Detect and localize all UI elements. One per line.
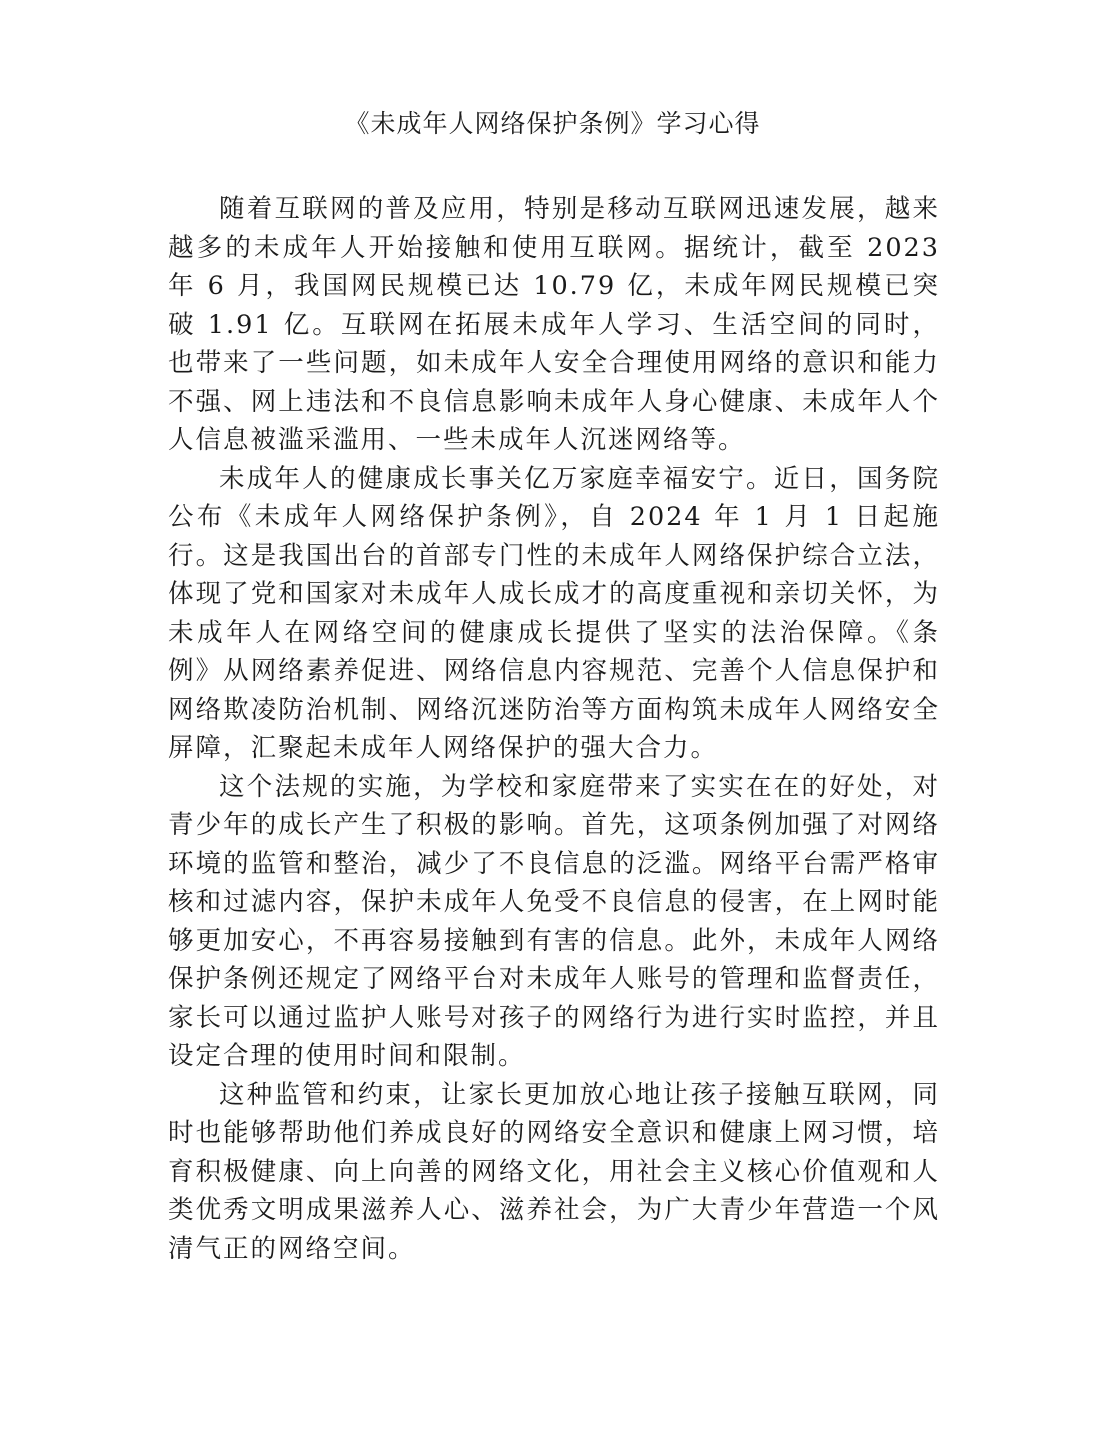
document-body [168, 190, 940, 1268]
document-title: 《未成年人网络保护条例》学习心得 [344, 109, 761, 138]
paragraph-2: 未成年人的健康成长事关亿万家庭幸福安宁。近日，国务院公布《未成年人网络保护条例》，自 2024 年 1 月 1 日起施行。这是我国出台的首部专门性的未成年人网络保护综合立法，体现了党和国家对未成年人成长成才的高度重视和亲切关怀，为未成年人在网络空间的健康成长提供了坚实的法治保障。《条例》从网络素养促进、网络信息内容规范、完善个人信息保护和网络欺凌防治机制、网络沉迷防治等方面构筑未成年人网络安全屏障，汇聚起未成年人网络保护的强大合力。 [168, 463, 940, 763]
paragraph-3: 这个法规的实施，为学校和家庭带来了实实在在的好处，对青少年的成长产生了积极的影响。首先，这项条例加强了对网络环境的监管和整治，减少了不良信息的泛滥。网络平台需严格审核和过滤内容，保护未成年人免受不良信息的侵害，在上网时能够更加安心，不再容易接触到有害的信息。此外，未成年人网络保护条例还规定了网络平台对未成年人账号的管理和监督责任，家长可以通过监护人账号对孩子的网络行为进行实时监控，并且设定合理的使用时间和限制。 [168, 771, 940, 1071]
paragraph-4: 这种监管和约束，让家长更加放心地让孩子接触互联网，同时也能够帮助他们养成良好的网络安全意识和健康上网习惯，培育积极健康、向上向善的网络文化，用社会主义核心价值观和人类优秀文明成果滋养人心、滋养社会，为广大青少年营造一个风清气正的网络空间。 [168, 1079, 940, 1264]
paragraph-1: 随着互联网的普及应用，特别是移动互联网迅速发展，越来越多的未成年人开始接触和使用互联网。据统计，截至 2023 年 6 月，我国网民规模已达 10.79 亿，未成年网民规模已突破 1.91 亿。互联网在拓展未成年人学习、生活空间的同时，也带来了一些问题，如未成年人安全合理使用网络的意识和能力不强、网上违法和不良信息影响未成年人身心健康、未成年人个人信息被滥采滥用、一些未成年人沉迷网络等。 [168, 194, 940, 455]
